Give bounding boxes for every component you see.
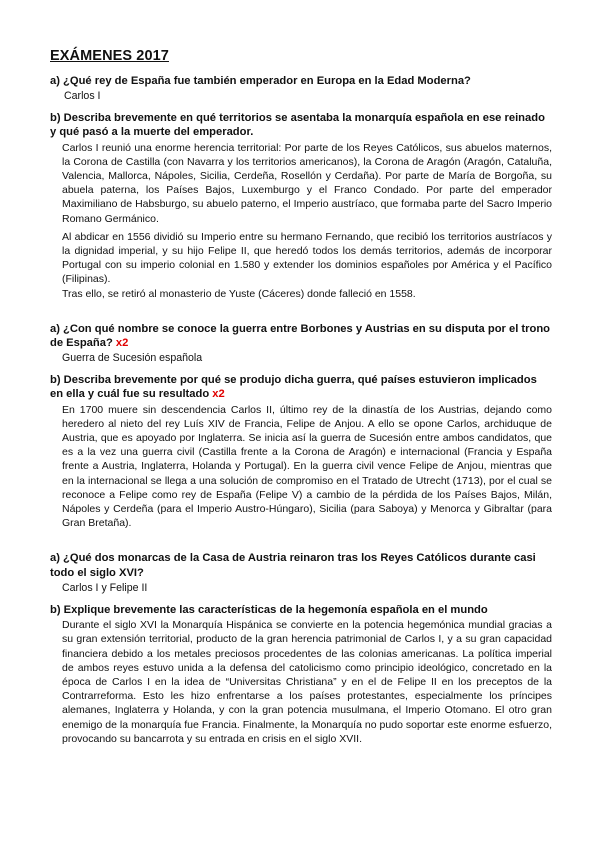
question-b-text: b) Explique brevemente las características de la hegemonía española en el mundo xyxy=(50,603,488,616)
question-a-text: a) ¿Con qué nombre se conoce la guerra entre Borbones y Austrias en su disputa por el trono de España? xyxy=(50,322,551,350)
question-b-text: b) Describa brevemente por qué se produjo dicha guerra, qué países estuvieron implicados en ella y cuál fue su resultado xyxy=(50,374,537,401)
answer-paragraph: Tras ello, se retiró al monasterio de Yuste (Cáceres) donde falleció en 1558. xyxy=(62,287,416,300)
answer-paragraph: Carlos I reunió una enorme herencia territorial: Por parte de los Reyes Católicos, sus abuelos maternos, la Corona de Castilla (con Navarra y los territorios americanos), la Corona de Aragón (Aragón, Cataluña, Valencia, Mallorca, Nápoles, Sicilia, Cerdeña, Rosellón y Cerdaña). Por parte de María de Borgoña, su abuela paterna, los Países Bajos, Luxemburgo y el Franco Condado. Por parte del emperador Maximiliano de Habsburgo, su abuelo paterno, el Imperio austríaco, que formaba parte del Sacro Imperio Romano Germánico. xyxy=(62,141,552,225)
answer-b xyxy=(62,618,552,746)
question-b xyxy=(50,111,552,139)
exam-section-2 xyxy=(50,322,552,531)
question-b xyxy=(50,603,552,617)
question-b-text: b) Describa brevemente en qué territorios se asentaba la monarquía española en ese reinado y qué pasó a la muerte del emperador. xyxy=(50,112,545,139)
question-a xyxy=(50,322,552,350)
repeat-mark: x2 xyxy=(115,337,129,350)
repeat-mark: x2 xyxy=(212,388,225,401)
answer-paragraph: Durante el siglo XVI la Monarquía Hispánica se convierte en la potencia hegemónica mundial gracias a su gran extensión territorial, producto de la gran herencia patrimonial de Carlos I, y a su gran capacidad financiera debido a los metales preciosos procedentes de las colonias americanas. La política imperial de ambos reyes estuvo unida a la defensa del catolicismo como principio ideológico, concretado en la época de Carlos I en la idea de “Universitas Christiana” y en el de Felipe II en los preceptos de la Contrarreforma. Esto les hizo enfrentarse a los países protestantes, especialmente los príncipes alemanes, Inglaterra y Holanda, y con la gran potencia musulmana, el Imperio Otomano. El otro gran enemigo de la monarquía fue Francia. Finalmente, la Monarquía no pudo soportar este enorme esfuerzo, provocando su bancarrota y su entrada en crisis en el siglo XVII. xyxy=(62,619,552,745)
answer-paragraph: Al abdicar en 1556 dividió su Imperio entre su hermano Fernando, que recibió los territorios austríacos y la dignidad imperial, y su hijo Felipe II, que heredó todos los demás territorios, además de incorporar Portugal con su imperio colonial en 1.580 y extender los dominios españoles por América y el Pacífico (Filipinas). xyxy=(62,230,552,286)
answer-paragraph: En 1700 muere sin descendencia Carlos II, último rey de la dinastía de los Austrias, dejando como heredero al nieto del rey Luís XIV de Francia, Felipe de Anjou. A ello se opone Carlos, archiduque de Austria, que es apoyado por Inglaterra. Se inicia así la guerra de Sucesión entre ambos candidatos, que es a la vez una guerra civil (Castilla frente a la Corona de Aragón) e internacional (Francia y España frente a Austria, Inglaterra, Holanda y Portugal). En la guerra civil vence Felipe de Anjou, mientras que en la internacional se llega a una solución de compromiso en el Tratado de Utrecht (1713), por el cual se reconoce a Felipe como rey de España (Felipe V) a cambio de la pérdida de los Países Bajos, Milán, Nápoles y Cerdeña (para el Imperio Austro-Húngaro), Sicilia (para Saboya) y Menorca y Gibraltar (para Gran Bretaña). xyxy=(62,403,552,530)
question-a xyxy=(50,551,552,579)
answer-a: Guerra de Sucesión española xyxy=(62,352,203,365)
question-a-text: a) ¿Qué dos monarcas de la Casa de Austria reinaron tras los Reyes Católicos durante casi todo el siglo XVI? xyxy=(50,552,536,579)
answer-a: Carlos I y Felipe II xyxy=(62,581,148,594)
question-a xyxy=(50,74,552,88)
page-title: EXÁMENES 2017 xyxy=(50,48,169,64)
question-b xyxy=(50,373,552,401)
answer-b xyxy=(62,141,552,301)
exam-section-3 xyxy=(50,551,552,745)
answer-a: Carlos I xyxy=(64,90,101,103)
question-a-text: a) ¿Qué rey de España fue también emperador en Europa en la Edad Moderna? xyxy=(50,75,471,87)
exam-section-1 xyxy=(50,74,552,301)
answer-b xyxy=(62,403,552,531)
document-page xyxy=(50,48,552,750)
